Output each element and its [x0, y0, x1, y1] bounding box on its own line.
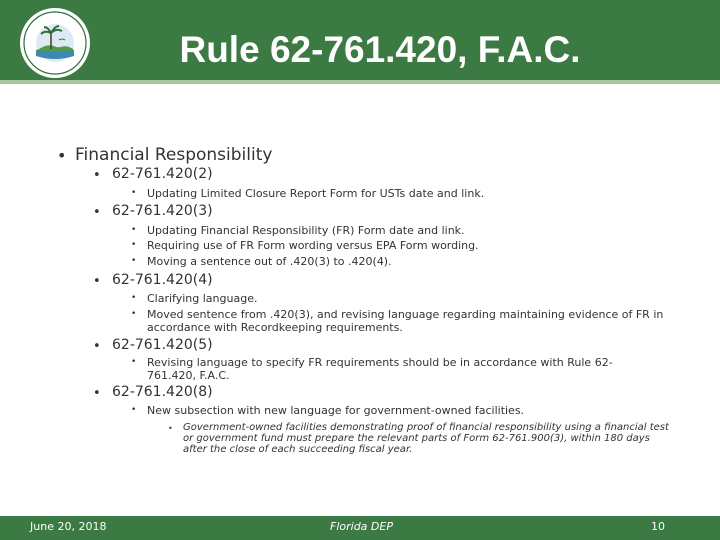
bullet-icon: •	[131, 240, 137, 250]
florida-dep-seal-icon	[18, 6, 92, 80]
bullet-icon: •	[131, 256, 137, 266]
footer-org: Florida DEP	[330, 520, 393, 533]
page-number: 10	[651, 520, 665, 533]
footer-date: June 20, 2018	[30, 520, 107, 533]
section-label: 62-761.420(2)	[112, 166, 213, 182]
list-item: Moved sentence from .420(3), and revising language regarding maintaining evidence of FR in accordance with Recordkeeping requirements.	[147, 308, 664, 334]
section-label: 62-761.420(3)	[112, 203, 213, 219]
section-label: 62-761.420(8)	[112, 384, 213, 400]
list-item: Updating Financial Responsibility (FR) Form date and link.	[147, 224, 465, 237]
section-label: 62-761.420(5)	[112, 337, 213, 353]
heading-financial-responsibility: Financial Responsibility	[75, 145, 273, 165]
bullet-icon: •	[93, 205, 101, 220]
bullet-icon: •	[131, 309, 137, 319]
bullet-icon: •	[131, 293, 137, 303]
bullet-icon: •	[93, 274, 101, 289]
list-item: Revising language to specify FR requirements should be in accordance with Rule 62-761.420, F.A.C.	[147, 356, 613, 382]
bullet-icon: •	[93, 339, 101, 354]
section-label: 62-761.420(4)	[112, 272, 213, 288]
bullet-icon: •	[131, 225, 137, 235]
bullet-icon: •	[93, 386, 101, 401]
list-item: Clarifying language.	[147, 292, 258, 305]
list-item: Requiring use of FR Form wording versus EPA Form wording.	[147, 239, 479, 252]
list-item: Updating Limited Closure Report Form for USTs date and link.	[147, 187, 485, 200]
header-divider	[0, 80, 720, 84]
bullet-icon: •	[57, 146, 67, 165]
bullet-icon: •	[131, 357, 137, 367]
list-item: Moving a sentence out of .420(3) to .420(4).	[147, 255, 392, 268]
slide-title: Rule 62-761.420, F.A.C.	[179, 29, 581, 70]
list-subitem: Government-owned facilities demonstrating proof of financial responsibility using a financial test or government fund must prepare the relevant parts of Form 62-761.900(3), within 180 days after the close of each succeeding fiscal year.	[183, 422, 669, 455]
footer-bar	[0, 516, 720, 540]
bullet-icon: •	[131, 405, 137, 415]
list-item: New subsection with new language for government-owned facilities.	[147, 404, 525, 417]
bullet-icon: •	[93, 168, 101, 183]
bullet-icon: •	[168, 424, 173, 433]
bullet-icon: •	[131, 188, 137, 198]
